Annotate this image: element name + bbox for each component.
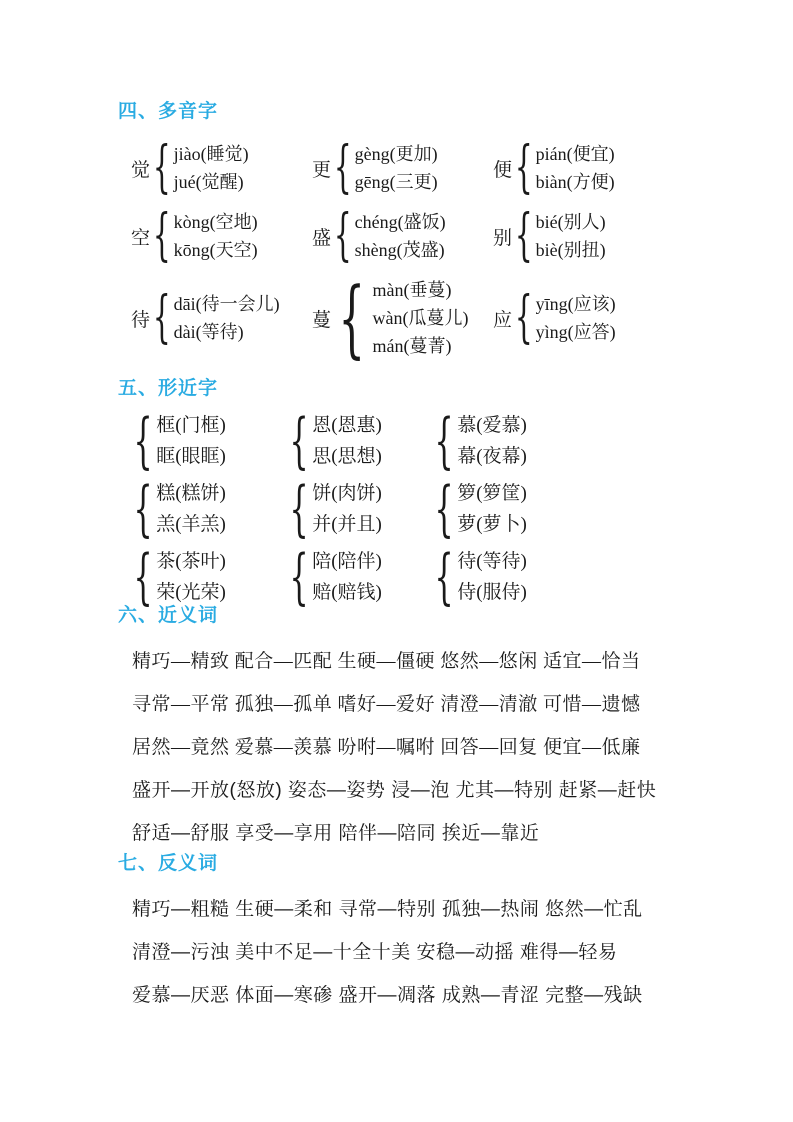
pinyin-entries	[355, 208, 446, 264]
polyphone-char: 空	[131, 227, 151, 249]
pinyin-entry: màn(垂蔓)	[372, 280, 452, 300]
brace-icon: {	[133, 474, 153, 544]
polyphone-group	[493, 203, 674, 268]
brace-icon: {	[434, 406, 454, 476]
polyphone-group	[493, 135, 674, 200]
pinyin-entry: jiào(睡觉)	[173, 144, 249, 164]
pinyin-entry: yīng(应该)	[535, 294, 616, 314]
char-entry: 幕(夜幕)	[457, 446, 527, 467]
char-entry: 框(门框)	[156, 415, 226, 436]
pinyin-entry: bié(别人)	[535, 212, 606, 232]
polyphone-char: 便	[493, 159, 513, 181]
char-entries	[312, 546, 382, 608]
polyphone-char: 应	[493, 309, 513, 331]
char-entry: 陪(陪伴)	[312, 551, 382, 572]
section-heading-similar-chars: 五、形近字	[118, 378, 219, 399]
brace-icon: {	[514, 135, 533, 200]
brace-icon: {	[152, 203, 171, 268]
similar-chars-group	[287, 542, 432, 612]
char-entry: 慕(爱慕)	[457, 415, 527, 436]
brace-icon: {	[333, 203, 352, 268]
brace-icon: {	[133, 542, 153, 612]
brace-icon: {	[133, 406, 153, 476]
polyphone-group	[493, 285, 674, 350]
pinyin-entries	[372, 276, 468, 360]
similar-chars-grid	[131, 406, 602, 612]
antonym-line: 爱慕—厌恶 体面—寒碜 盛开—凋落 成熟—青涩 完整—残缺	[132, 985, 643, 1006]
similar-chars-group	[432, 542, 602, 612]
polyphone-group	[131, 135, 312, 200]
synonym-line: 盛开—开放(怒放) 姿态—姿势 浸—泡 尤其—特别 赶紧—赶快	[132, 780, 657, 801]
polyphone-group	[131, 203, 312, 268]
char-entry: 并(并且)	[312, 514, 382, 535]
char-entry: 待(等待)	[457, 551, 527, 572]
char-entries	[156, 478, 226, 540]
brace-icon: {	[333, 135, 352, 200]
polyphones-grid	[131, 135, 674, 367]
char-entry: 思(思想)	[312, 446, 382, 467]
pinyin-entry: chéng(盛饭)	[354, 212, 446, 232]
brace-icon: {	[289, 542, 309, 612]
antonym-line: 精巧—粗糙 生硬—柔和 寻常—特别 孤独—热闹 悠然—忙乱	[132, 899, 643, 920]
char-entries	[457, 410, 527, 472]
polyphone-char: 待	[131, 309, 151, 331]
pinyin-entry: shèng(茂盛)	[354, 240, 445, 260]
char-entries	[457, 478, 527, 540]
similar-chars-group	[131, 474, 287, 544]
polyphone-char: 觉	[131, 159, 151, 181]
char-entries	[312, 478, 382, 540]
pinyin-entry: kòng(空地)	[173, 212, 258, 232]
similar-chars-group	[287, 474, 432, 544]
polyphone-char: 别	[493, 227, 513, 249]
pinyin-entry: biàn(方便)	[535, 172, 615, 192]
pinyin-entry: wàn(瓜蔓儿)	[372, 308, 469, 328]
char-entry: 恩(恩惠)	[312, 415, 382, 436]
similar-chars-group	[131, 542, 287, 612]
pinyin-entry: kōng(天空)	[173, 240, 258, 260]
char-entry: 眶(眼眶)	[156, 446, 226, 467]
char-entries	[156, 546, 226, 608]
pinyin-entry: yìng(应答)	[535, 322, 616, 342]
antonym-line: 清澄—污浊 美中不足—十全十美 安稳—动摇 难得—轻易	[132, 942, 618, 963]
section-heading-synonyms: 六、近义词	[118, 605, 219, 626]
pinyin-entries	[536, 140, 615, 196]
similar-chars-group	[432, 474, 602, 544]
char-entry: 茶(茶叶)	[156, 551, 226, 572]
synonym-line: 舒适—舒服 享受—享用 陪伴—陪同 挨近—靠近	[132, 823, 540, 844]
pinyin-entry: dài(等待)	[173, 322, 244, 342]
char-entry: 羔(羊羔)	[156, 514, 226, 535]
pinyin-entries	[174, 140, 249, 196]
brace-icon: {	[434, 474, 454, 544]
pinyin-entries	[536, 208, 606, 264]
polyphone-char: 盛	[312, 227, 332, 249]
polyphone-char: 蔓	[312, 309, 332, 331]
char-entry: 箩(箩筐)	[457, 483, 527, 504]
pinyin-entries	[536, 290, 616, 346]
brace-icon: {	[338, 269, 366, 367]
similar-chars-group	[131, 406, 287, 476]
synonym-line: 居然—竟然 爱慕—羡慕 吩咐—嘱咐 回答—回复 便宜—低廉	[132, 737, 641, 758]
similar-chars-group	[287, 406, 432, 476]
brace-icon: {	[514, 285, 533, 350]
polyphone-group	[312, 135, 493, 200]
pinyin-entry: pián(便宜)	[535, 144, 615, 164]
polyphone-group	[312, 203, 493, 268]
brace-icon: {	[289, 474, 309, 544]
brace-icon: {	[152, 285, 171, 350]
char-entries	[156, 410, 226, 472]
synonym-line: 寻常—平常 孤独—孤单 嗜好—爱好 清澄—清澈 可惜—遗憾	[132, 694, 641, 715]
polyphone-group	[131, 285, 312, 350]
synonym-line: 精巧—精致 配合—匹配 生硬—僵硬 悠然—悠闲 适宜—恰当	[132, 651, 641, 672]
char-entries	[457, 546, 527, 608]
polyphone-char: 更	[312, 159, 332, 181]
char-entry: 萝(萝卜)	[457, 514, 527, 535]
antonyms-list	[132, 886, 643, 1015]
pinyin-entry: gēng(三更)	[354, 172, 438, 192]
char-entry: 赔(赔钱)	[312, 582, 382, 603]
polyphone-group	[312, 269, 493, 367]
pinyin-entry: jué(觉醒)	[173, 172, 244, 192]
brace-icon: {	[434, 542, 454, 612]
section-heading-antonyms: 七、反义词	[118, 853, 219, 874]
pinyin-entry: gèng(更加)	[354, 144, 438, 164]
similar-chars-group	[432, 406, 602, 476]
pinyin-entry: mán(蔓菁)	[372, 336, 452, 356]
pinyin-entries	[174, 290, 280, 346]
brace-icon: {	[289, 406, 309, 476]
char-entries	[312, 410, 382, 472]
char-entry: 荣(光荣)	[156, 582, 226, 603]
pinyin-entry: dāi(待一会儿)	[173, 294, 280, 314]
brace-icon: {	[514, 203, 533, 268]
char-entry: 糕(糕饼)	[156, 483, 226, 504]
section-heading-polyphones: 四、多音字	[118, 101, 219, 122]
brace-icon: {	[152, 135, 171, 200]
synonyms-list	[132, 638, 656, 853]
pinyin-entry: biè(别扭)	[535, 240, 606, 260]
pinyin-entries	[174, 208, 258, 264]
pinyin-entries	[355, 140, 438, 196]
char-entry: 饼(肉饼)	[312, 483, 382, 504]
char-entry: 侍(服侍)	[457, 582, 527, 603]
